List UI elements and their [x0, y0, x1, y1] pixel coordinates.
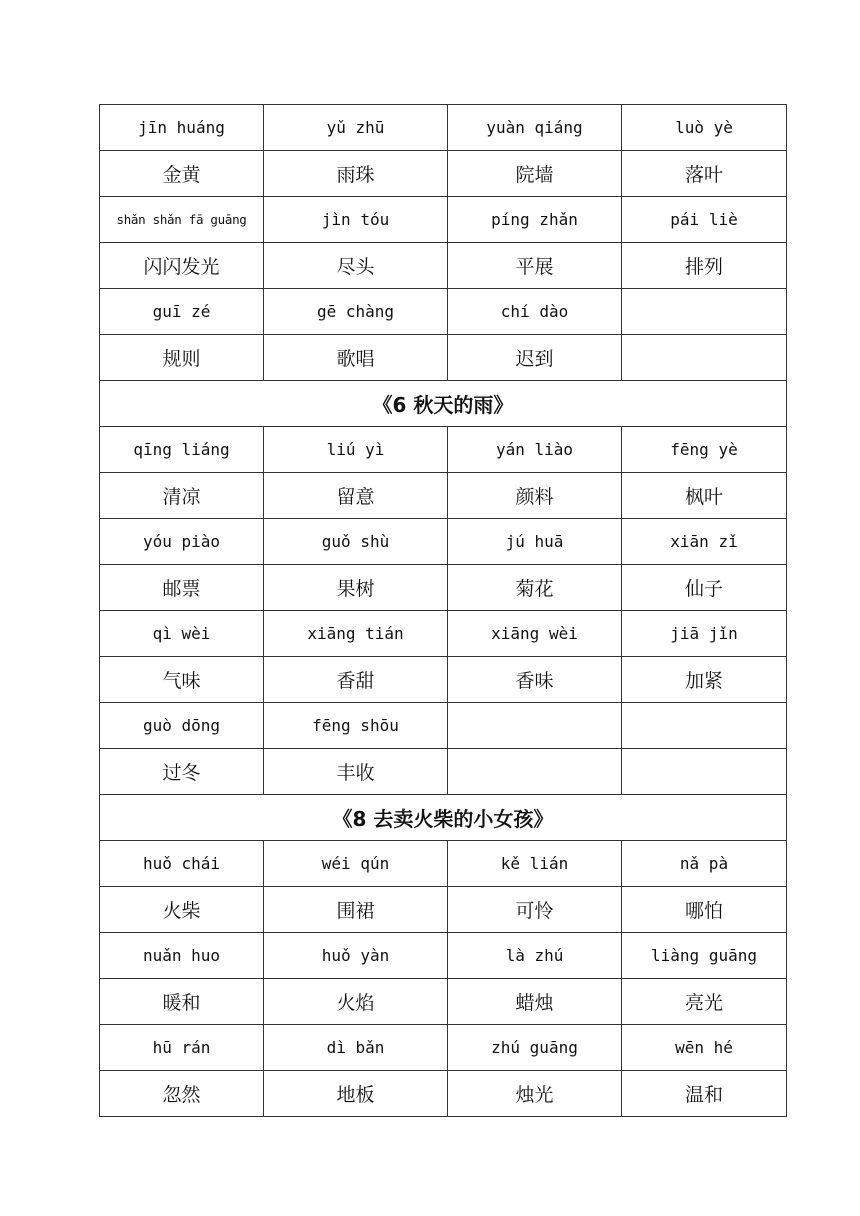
- hanzi-cell: 温和: [622, 1071, 787, 1117]
- pinyin-cell: fēng yè: [622, 427, 787, 473]
- pinyin-cell: liàng guāng: [622, 933, 787, 979]
- section-header-row: [100, 381, 787, 427]
- pinyin-cell: jīn huáng: [100, 105, 264, 151]
- hanzi-cell: 果树: [264, 565, 448, 611]
- pinyin-cell: jú huā: [448, 519, 622, 565]
- hanzi-cell: 歌唱: [264, 335, 448, 381]
- hanzi-cell: 香味: [448, 657, 622, 703]
- empty-cell: [448, 703, 622, 749]
- hanzi-cell: 地板: [264, 1071, 448, 1117]
- pinyin-cell: zhú guāng: [448, 1025, 622, 1071]
- pinyin-row: [100, 611, 787, 657]
- pinyin-cell: là zhú: [448, 933, 622, 979]
- vocabulary-table: [99, 104, 787, 1117]
- hanzi-row: [100, 749, 787, 795]
- pinyin-row: [100, 841, 787, 887]
- hanzi-cell: 暖和: [100, 979, 264, 1025]
- pinyin-cell: kě lián: [448, 841, 622, 887]
- hanzi-cell: 哪怕: [622, 887, 787, 933]
- section-header-row: [100, 795, 787, 841]
- pinyin-cell: yuàn qiáng: [448, 105, 622, 151]
- hanzi-cell: 清凉: [100, 473, 264, 519]
- pinyin-cell: qì wèi: [100, 611, 264, 657]
- hanzi-cell: 可怜: [448, 887, 622, 933]
- hanzi-cell: 院墙: [448, 151, 622, 197]
- pinyin-cell: nǎ pà: [622, 841, 787, 887]
- hanzi-cell: 排列: [622, 243, 787, 289]
- pinyin-cell: guò dōng: [100, 703, 264, 749]
- pinyin-row: [100, 519, 787, 565]
- pinyin-row: [100, 197, 787, 243]
- pinyin-cell: nuǎn huo: [100, 933, 264, 979]
- hanzi-cell: 平展: [448, 243, 622, 289]
- pinyin-row: [100, 703, 787, 749]
- pinyin-cell: chí dào: [448, 289, 622, 335]
- pinyin-row: [100, 427, 787, 473]
- pinyin-cell: fēng shōu: [264, 703, 448, 749]
- pinyin-cell: jìn tóu: [264, 197, 448, 243]
- pinyin-cell: jiā jǐn: [622, 611, 787, 657]
- hanzi-cell: 金黄: [100, 151, 264, 197]
- pinyin-cell: guī zé: [100, 289, 264, 335]
- pinyin-cell: wéi qún: [264, 841, 448, 887]
- pinyin-cell: yán liào: [448, 427, 622, 473]
- pinyin-cell: dì bǎn: [264, 1025, 448, 1071]
- hanzi-cell: 忽然: [100, 1071, 264, 1117]
- hanzi-cell: 迟到: [448, 335, 622, 381]
- hanzi-row: [100, 335, 787, 381]
- hanzi-cell: 亮光: [622, 979, 787, 1025]
- empty-cell: [622, 289, 787, 335]
- pinyin-cell: shǎn shǎn fā guāng: [100, 197, 264, 243]
- pinyin-cell: yǔ zhū: [264, 105, 448, 151]
- pinyin-cell: xiāng tián: [264, 611, 448, 657]
- hanzi-row: [100, 887, 787, 933]
- pinyin-cell: xiān zǐ: [622, 519, 787, 565]
- pinyin-row: [100, 1025, 787, 1071]
- pinyin-cell: pái liè: [622, 197, 787, 243]
- pinyin-cell: qīng liáng: [100, 427, 264, 473]
- hanzi-cell: 留意: [264, 473, 448, 519]
- hanzi-row: [100, 473, 787, 519]
- pinyin-cell: hū rán: [100, 1025, 264, 1071]
- hanzi-cell: 尽头: [264, 243, 448, 289]
- pinyin-cell: xiāng wèi: [448, 611, 622, 657]
- hanzi-cell: 邮票: [100, 565, 264, 611]
- hanzi-cell: 围裙: [264, 887, 448, 933]
- empty-cell: [448, 749, 622, 795]
- pinyin-cell: píng zhǎn: [448, 197, 622, 243]
- hanzi-cell: 落叶: [622, 151, 787, 197]
- hanzi-cell: 菊花: [448, 565, 622, 611]
- pinyin-row: [100, 105, 787, 151]
- hanzi-cell: 闪闪发光: [100, 243, 264, 289]
- hanzi-cell: 规则: [100, 335, 264, 381]
- section-title: 《6 秋天的雨》: [100, 381, 787, 427]
- hanzi-row: [100, 243, 787, 289]
- hanzi-row: [100, 979, 787, 1025]
- pinyin-row: [100, 933, 787, 979]
- pinyin-cell: liú yì: [264, 427, 448, 473]
- pinyin-cell: luò yè: [622, 105, 787, 151]
- hanzi-cell: 雨珠: [264, 151, 448, 197]
- hanzi-row: [100, 657, 787, 703]
- hanzi-cell: 仙子: [622, 565, 787, 611]
- hanzi-row: [100, 1071, 787, 1117]
- pinyin-cell: wēn hé: [622, 1025, 787, 1071]
- hanzi-cell: 枫叶: [622, 473, 787, 519]
- pinyin-cell: huǒ yàn: [264, 933, 448, 979]
- section-title: 《8 去卖火柴的小女孩》: [100, 795, 787, 841]
- empty-cell: [622, 335, 787, 381]
- hanzi-cell: 香甜: [264, 657, 448, 703]
- hanzi-cell: 加紧: [622, 657, 787, 703]
- pinyin-cell: gē chàng: [264, 289, 448, 335]
- hanzi-cell: 蜡烛: [448, 979, 622, 1025]
- hanzi-cell: 过冬: [100, 749, 264, 795]
- hanzi-cell: 火柴: [100, 887, 264, 933]
- hanzi-row: [100, 151, 787, 197]
- hanzi-cell: 火焰: [264, 979, 448, 1025]
- empty-cell: [622, 749, 787, 795]
- pinyin-cell: huǒ chái: [100, 841, 264, 887]
- pinyin-cell: guǒ shù: [264, 519, 448, 565]
- hanzi-cell: 气味: [100, 657, 264, 703]
- pinyin-cell: yóu piào: [100, 519, 264, 565]
- pinyin-row: [100, 289, 787, 335]
- hanzi-row: [100, 565, 787, 611]
- hanzi-cell: 颜料: [448, 473, 622, 519]
- empty-cell: [622, 703, 787, 749]
- hanzi-cell: 烛光: [448, 1071, 622, 1117]
- hanzi-cell: 丰收: [264, 749, 448, 795]
